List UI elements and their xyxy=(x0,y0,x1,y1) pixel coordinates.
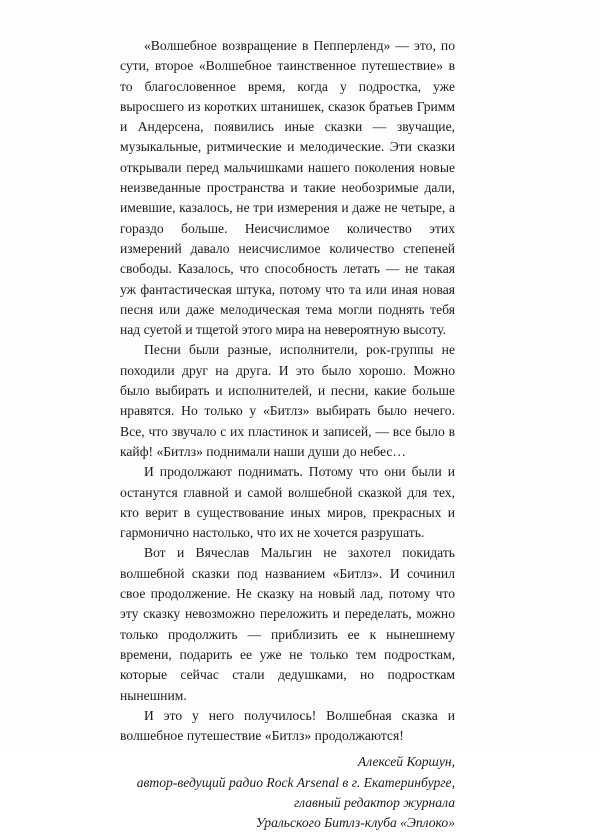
author-title: главный редактор журнала xyxy=(294,794,455,810)
author-role: автор-ведущий радио Rock Arsenal в г. Екатеринбурге, xyxy=(136,774,455,790)
paragraph-4: Вот и Вячеслав Мальгин не захотел покидать волшебной сказки под названием «Битлз». И сочинил свое продолжение. Не сказку на новый лад, потому что эту сказку невозможно переложить и переделать, можно только продолжить — приблизить ее к нынешнему времени, подарить ее уже не только тем подросткам, которые сейчас стали дедушками, но подросткам нынешним. xyxy=(120,545,455,703)
paragraph-1: «Волшебное возвращение в Пепперленд» — это, по сути, второе «Волшебное таинственное путешествие» в то благословенное время, когда у подростка, уже выросшего из коротких штанишек, сказок братьев Гримм и Андерсена, появились иные сказки — звучащие, музыкальные, ритмические и мелодические. Эти сказки открывали перед мальчишками нашего поколения новые неизведанные пространства и такие необозримые дали, имевшие, казалось, не три измерения и даже не четыре, а гораздо больше. Неисчислимое количество этих измерений давало неисчислимое количество степеней свободы. Казалось, что способность летать — не такая уж фантастическая штука, потому что та или иная новая песня или даже мелодическая тема могли поднять тебя над суетой и тщетой этого мира на невероятную высоту. xyxy=(120,38,455,338)
paragraph-2: Песни были разные, исполнители, рок-группы не походили друг на друга. И это было хорошо. Можно было выбирать и исполнителей, и песни, какие больше нравятся. Но только у «Битлз» выбирать было нечего. Все, что звучало с их пластинок и записей, — все было в кайф! «Битлз» поднимали наши души до небес… xyxy=(120,342,455,459)
paragraph-3: И продолжают поднимать. Потому что они были и останутся главной и самой волшебной сказкой для тех, кто верит в существование иных миров, прекрасных и гармонично настолько, что их не хочется разрушать. xyxy=(120,464,455,541)
author-signature xyxy=(120,752,455,833)
author-club: Уральского Битлз-клуба «Эплоко» xyxy=(255,815,455,831)
paragraph-5: И это у него получилось! Волшебная сказка и волшебное путешествие «Битлз» продолжаются! xyxy=(120,707,455,744)
author-name: Алексей Коршун, xyxy=(357,754,455,770)
foreword-text xyxy=(120,36,455,834)
